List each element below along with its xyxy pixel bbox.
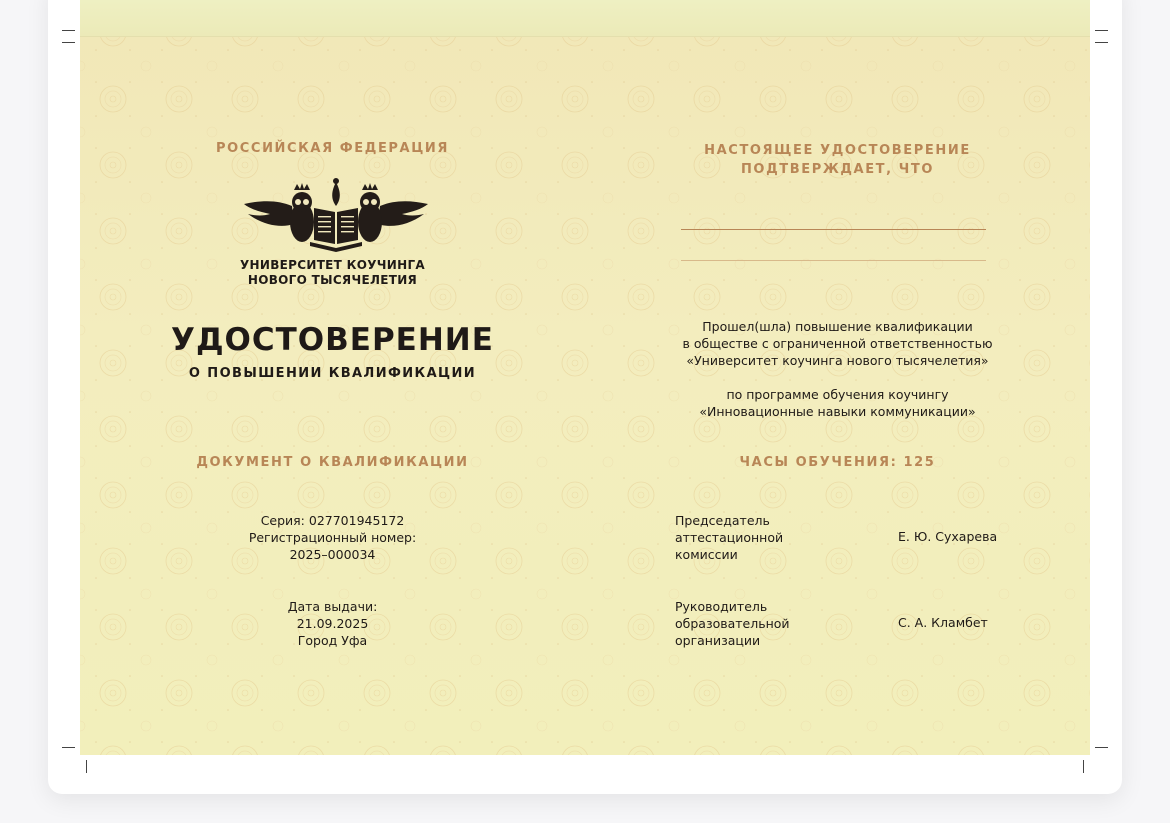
crop-mark: [62, 42, 75, 43]
signatory-role-chairman: [675, 512, 815, 563]
program-text: [585, 386, 1090, 420]
series-number: Серия: 027701945172: [260, 513, 405, 528]
issue-info: [80, 598, 585, 649]
issue-city: Город Уфа: [297, 633, 368, 648]
signatory-role-line: аттестационной: [675, 530, 784, 545]
university-name-line2: НОВОГО ТЫСЯЧЕЛЕТИЯ: [247, 273, 418, 287]
reg-number-label: Регистрационный номер:: [248, 530, 417, 545]
signatory-name-director: С. А. Кламбет: [898, 615, 988, 630]
registration-info: [80, 512, 585, 563]
crop-mark: [1095, 42, 1108, 43]
training-hours: ЧАСЫ ОБУЧЕНИЯ: 125: [739, 455, 936, 470]
left-page: [80, 0, 585, 755]
qualification-text-line1: Прошел(шла) повышение квалификации: [702, 319, 973, 334]
signatory-role-line: Руководитель: [675, 599, 768, 614]
recipient-name-line-2: [681, 260, 986, 261]
document-subtitle: О ПОВЫШЕНИИ КВАЛИФИКАЦИИ: [188, 366, 477, 381]
confirmation-heading: [585, 141, 1090, 179]
reg-number-value: 2025–000034: [289, 547, 376, 562]
signatory-role-line: Председатель: [675, 513, 770, 528]
qualification-text-line3: «Университет коучинга нового тысячелетия»: [686, 353, 989, 368]
signatory-name-chairman: Е. Ю. Сухарева: [898, 529, 998, 544]
crop-mark: [1083, 760, 1084, 773]
owls-with-book-emblem-icon: [242, 178, 430, 252]
recipient-name-line: [681, 229, 986, 230]
signatory-role-line: образовательной: [675, 616, 790, 631]
program-text-line1: по программе обучения коучингу: [726, 387, 949, 402]
qualification-text-line2: в обществе с ограниченной ответственностью: [682, 336, 993, 351]
issue-date-value: 21.09.2025: [296, 616, 369, 631]
confirmation-heading-line2: ПОДТВЕРЖДАЕТ, ЧТО: [740, 162, 935, 177]
document-title: УДОСТОВЕРЕНИЕ: [171, 322, 494, 358]
university-name-line1: УНИВЕРСИТЕТ КОУЧИНГА: [239, 258, 426, 272]
signatory-role-director: [675, 598, 815, 649]
crop-mark: [1095, 747, 1108, 748]
crop-mark: [86, 760, 87, 773]
university-name: [80, 258, 585, 288]
confirmation-heading-line1: НАСТОЯЩЕЕ УДОСТОВЕРЕНИЕ: [704, 143, 971, 158]
country-heading: РОССИЙСКАЯ ФЕДЕРАЦИЯ: [216, 141, 449, 156]
issue-date-label: Дата выдачи:: [287, 599, 378, 614]
signatory-role-line: комиссии: [675, 547, 738, 562]
crop-mark: [62, 747, 75, 748]
program-text-line2: «Инновационные навыки коммуникации»: [699, 404, 976, 419]
signatory-role-line: организации: [675, 633, 761, 648]
doc-type-heading: ДОКУМЕНТ О КВАЛИФИКАЦИИ: [196, 455, 469, 470]
crop-mark: [62, 30, 75, 31]
qualification-text: [585, 318, 1090, 369]
crop-mark: [1095, 30, 1108, 31]
right-page: [585, 0, 1090, 755]
